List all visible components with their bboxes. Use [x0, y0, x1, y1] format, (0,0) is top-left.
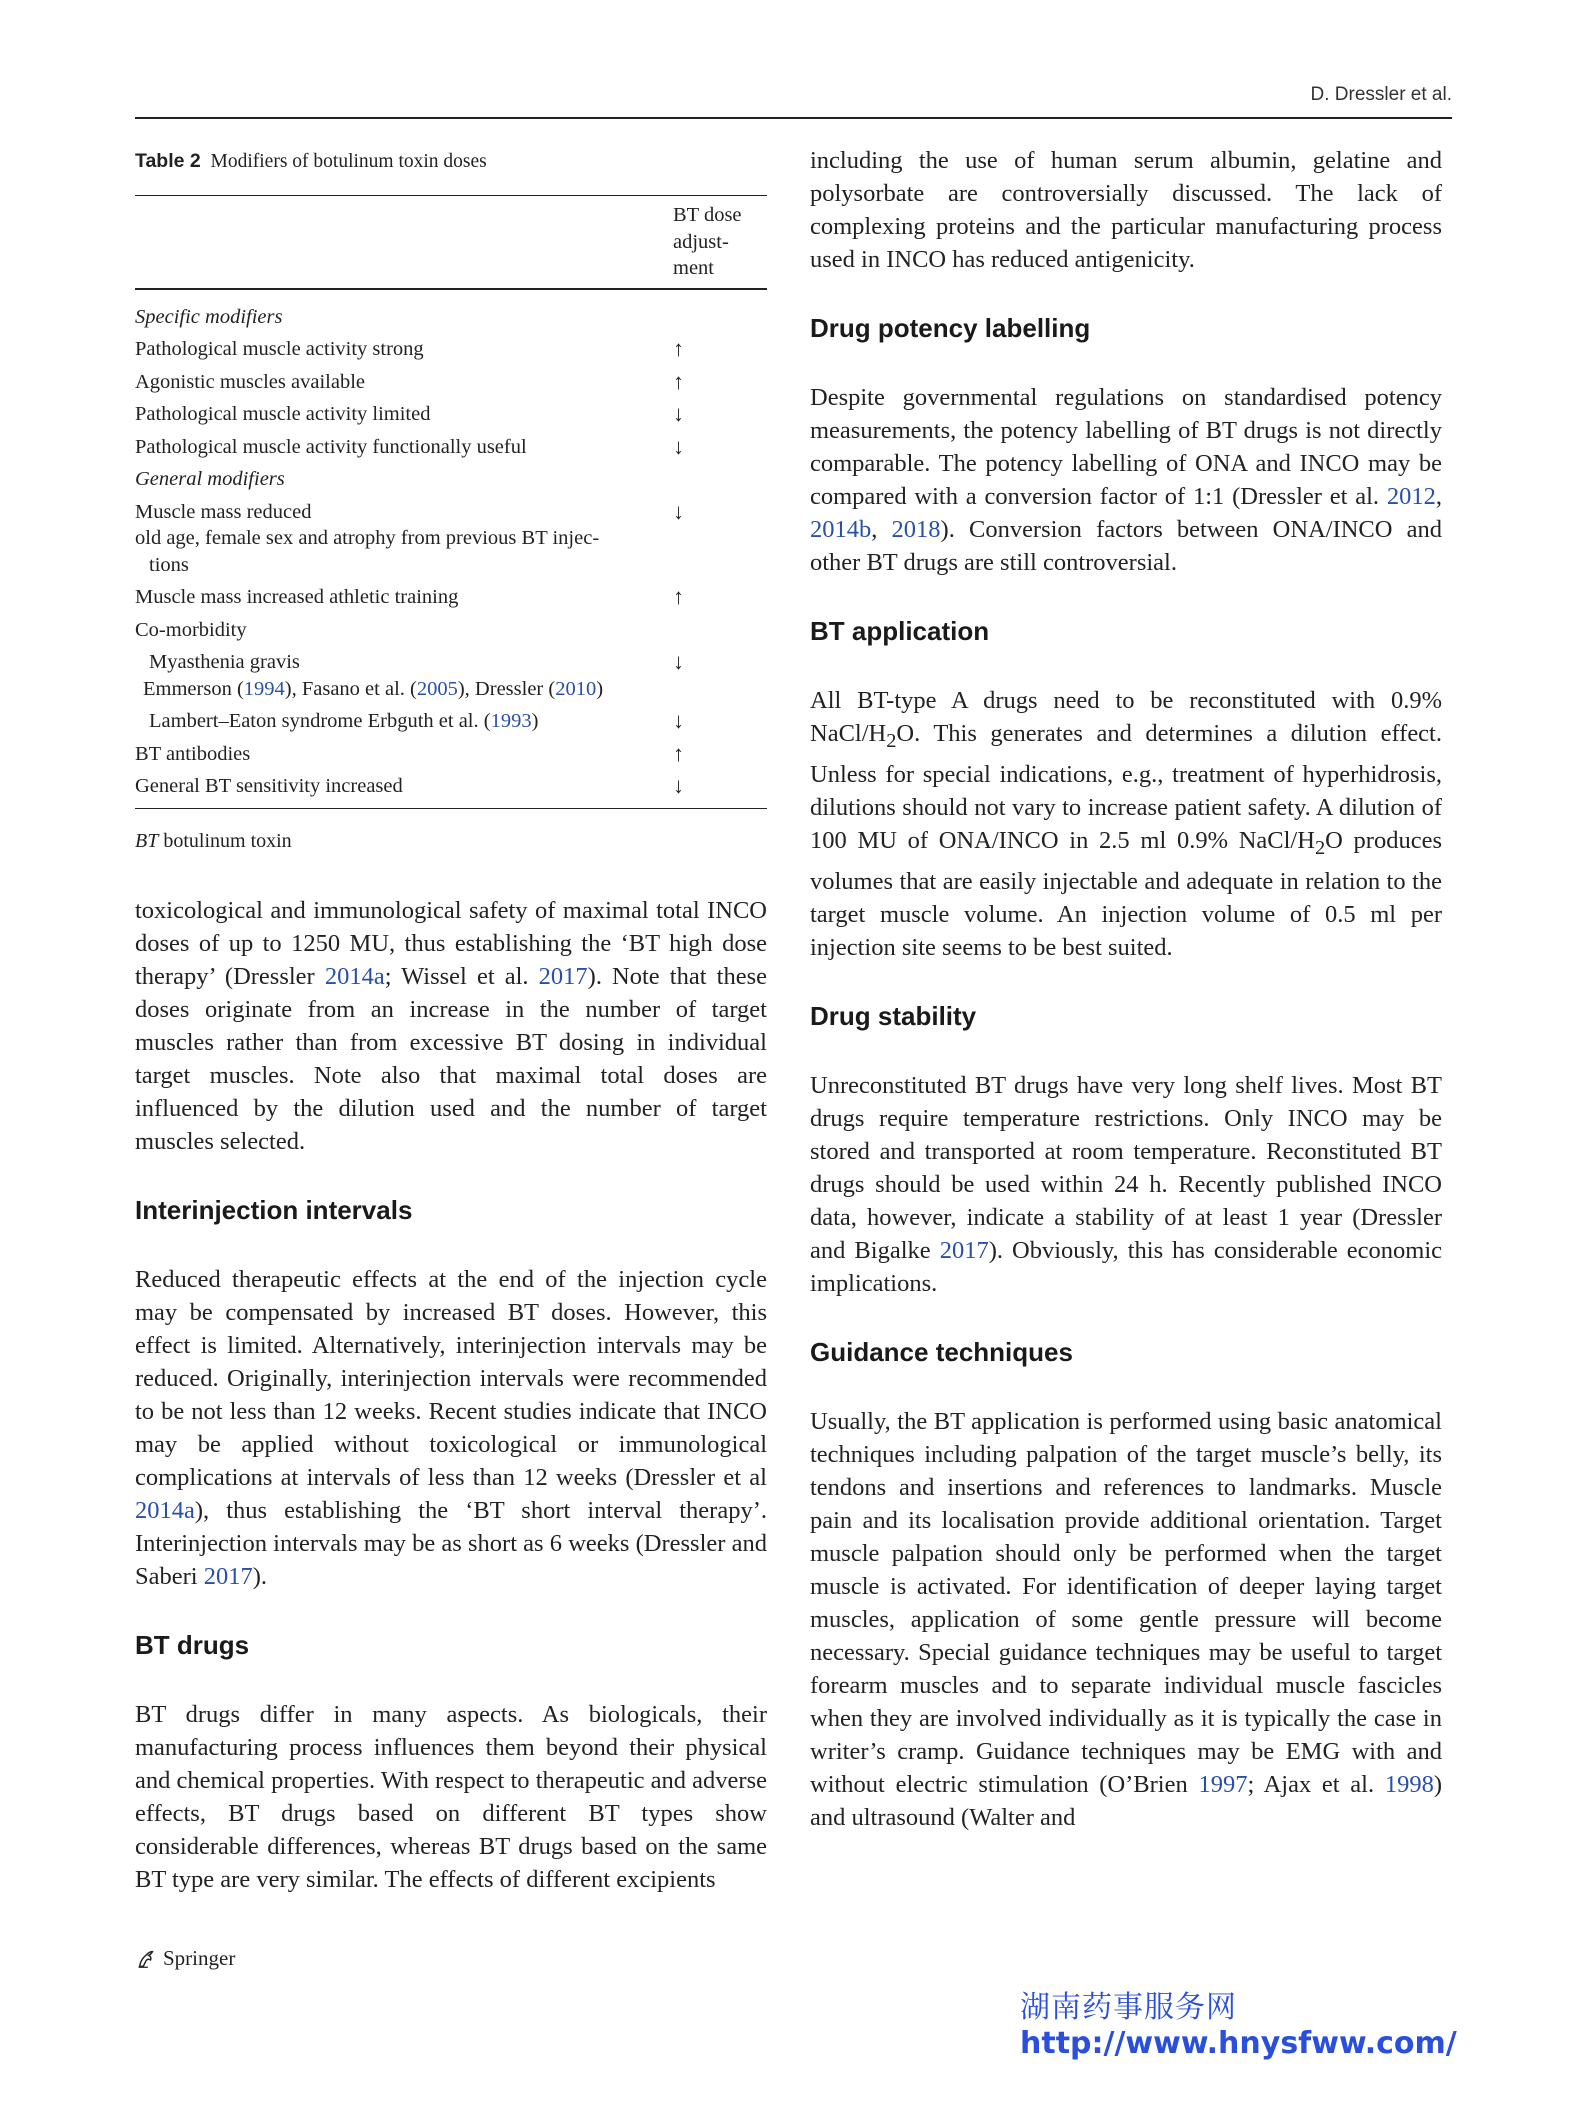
springer-horse-icon: [135, 1948, 157, 1970]
dose-arrow-icon: ↑: [673, 584, 684, 609]
table-row: [135, 738, 767, 771]
citation-link[interactable]: 2014a: [135, 1496, 195, 1524]
table-header-dose: BT dose adjust- ment: [665, 196, 767, 289]
section-heading-interinjection: Interinjection intervals: [135, 1194, 413, 1225]
dose-arrow-icon: ↑: [673, 336, 684, 361]
table-row-label: Myasthenia gravis Emmerson (1994), Fasano et al. (2005), Dressler (2010): [143, 651, 604, 700]
paragraph: Reduced therapeutic effects at the end of the injection cycle may be compensated by increased BT doses. However, this effect is limited. Alternatively, interinjection intervals may be reduced. Originally, interinjection intervals were recommended to be not less than 12 weeks. Recent studies indicate that INCO may be applied without toxicological or immunological complications at intervals of less than 12 weeks (Dressler et al 2014a), thus establishing the ‘BT short interval therapy’. Interinjection intervals may be as short as 6 weeks (Dressler and Saberi 2017).: [135, 1265, 767, 1590]
paragraph: Despite governmental regulations on standardised potency measurements, the potency labelling of BT drugs is not directly comparable. The potency labelling of ONA and INCO may be compared with a conversion factor of 1:1 (Dressler et al. 2012, 2014b, 2018). Conversion factors between ONA/INCO and other BT drugs are still controversial.: [810, 384, 1442, 576]
paragraph: Unreconstituted BT drugs have very long shelf lives. Most BT drugs require temperature restrictions. Only INCO may be stored and transported at room temperature. Reconstituted BT drugs should be used within 24 h. Recently published INCO data, however, indicate a stability of at least 1 year (Dressler and Bigalke 2017). Obviously, this has considerable economic implications.: [810, 1071, 1442, 1297]
running-head: D. Dressler et al.: [1310, 84, 1452, 105]
table-row: [135, 366, 767, 399]
table-row-label: BT antibodies: [135, 742, 251, 765]
dose-arrow-icon: ↑: [673, 740, 684, 766]
citation-link[interactable]: 2017: [939, 1236, 989, 1264]
dose-arrow-icon: ↓: [673, 708, 684, 733]
paragraph: Usually, the BT application is performed using basic anatomical techniques including palpation of the target muscle’s belly, its tendons and insertions and references to landmarks. Muscle pain and its localisation provide additional orientation. Target muscle palpation should only be performed when the target muscle is activated. For identification of deeper laying target muscles, application of some gentle pressure will become necessary. Special guidance techniques may be useful to target forearm muscles and to separate individual muscle fascicles when they are involved individually as it is typically the case in writer’s cramp. Guidance techniques may be EMG with and without electric stimulation (O’Brien 1997; Ajax et al. 1998) and ultrasound (Walter and: [810, 1407, 1442, 1831]
citation-link[interactable]: 2018: [891, 516, 941, 543]
citation-link[interactable]: 2005: [416, 677, 458, 700]
table-row-label: Muscle mass increased athletic training: [135, 586, 459, 608]
table-row-label: Muscle mass reduced old age, female sex and atrophy from previous BT injec- tions: [135, 500, 600, 576]
table-row: [135, 333, 767, 366]
dose-arrow-icon: ↓: [673, 433, 684, 459]
dose-arrow-icon: ↓: [673, 649, 684, 674]
citation-link[interactable]: 2014b: [810, 516, 872, 543]
table-row-label: Lambert–Eaton syndrome Erbguth et al. (1993): [149, 710, 539, 732]
watermark-url[interactable]: http://www.hnysfww.com/: [1020, 2026, 1457, 2061]
citation-link[interactable]: 2012: [1386, 483, 1436, 510]
table-section-label: Specific modifiers: [135, 305, 283, 328]
citation-link[interactable]: 2010: [555, 677, 597, 700]
table-row-label: Pathological muscle activity strong: [135, 338, 424, 360]
table-row-label: Pathological muscle activity limited: [135, 403, 431, 425]
citation-link[interactable]: 2017: [538, 962, 588, 990]
citation-link[interactable]: 1994: [243, 677, 285, 700]
table-row-label: Agonistic muscles available: [135, 370, 365, 393]
paragraph: toxicological and immunological safety of maximal total INCO doses of up to 1250 MU, thus establishing the ‘BT high dose therapy’ (Dressler 2014a; Wissel et al. 2017). Note that these doses originate from an increase in the number of target muscles rather than from excessive BT dosing in individual target muscles. Note also that maximal total doses are influenced by the dilution used and the number of target muscles selected.: [135, 896, 767, 1155]
table-row: [135, 431, 767, 464]
header-rule: [135, 117, 1452, 119]
table-row: [135, 581, 767, 614]
table-row-label: Co-morbidity: [135, 618, 247, 641]
table-footnote: BT botulinum toxin: [135, 829, 292, 852]
citation-link[interactable]: 2017: [203, 1562, 253, 1590]
paragraph: BT drugs differ in many aspects. As biologicals, their manufacturing process influences them beyond their physical and chemical properties. With respect to therapeutic and adverse effects, BT drugs based on different BT types show considerable differences, whereas BT drugs based on the same BT type are very similar. The effects of different excipients: [135, 1700, 767, 1893]
dose-arrow-icon: ↓: [665, 770, 767, 808]
citation-link[interactable]: 1993: [490, 710, 532, 732]
table-header-blank: [135, 196, 665, 289]
table-caption-label: Table 2: [135, 150, 201, 172]
citation-link[interactable]: 1998: [1384, 1770, 1434, 1798]
section-heading-stability: Drug stability: [810, 1000, 977, 1031]
table-caption-text: Modifiers of botulinum toxin doses: [210, 151, 487, 172]
table-caption: [135, 148, 767, 175]
table-row: [135, 646, 767, 705]
table-row-label: General BT sensitivity increased: [135, 770, 665, 808]
dose-arrow-icon: ↑: [673, 368, 684, 394]
section-heading-bt-drugs: BT drugs: [135, 1629, 250, 1660]
right-column: [810, 144, 1442, 1834]
table-row: [135, 705, 767, 738]
publisher-name: Springer: [163, 1946, 236, 1970]
section-heading-application: BT application: [810, 616, 990, 646]
publisher-footer: [135, 1946, 235, 1971]
dose-arrow-icon: ↓: [673, 401, 684, 426]
table-row-label: Pathological muscle activity functionally useful: [135, 435, 527, 458]
dose-arrow-icon: ↓: [673, 498, 684, 524]
site-watermark: [1020, 1990, 1457, 2062]
table-row: [135, 770, 767, 808]
citation-link[interactable]: 2014a: [324, 962, 385, 990]
watermark-site-name: 湖南药事服务网: [1020, 1990, 1237, 2025]
section-heading-guidance: Guidance techniques: [810, 1336, 1073, 1367]
modifiers-table: [135, 195, 767, 809]
table-row: [135, 398, 767, 431]
table-row: [135, 496, 767, 582]
left-column: [135, 144, 767, 1896]
table-row: [135, 463, 767, 496]
paragraph: including the use of human serum albumin, gelatine and polysorbate are controversially discussed. The lack of complexing proteins and the particular manufacturing process used in INCO has reduced antigenicity.: [810, 147, 1442, 273]
table-row: [135, 289, 767, 334]
paragraph: All BT-type A drugs need to be reconstituted with 0.9% NaCl/$H_2O$. This generates and determines a dilution effect. Unless for special indications, e.g., treatment of hyperhidrosis, dilutions should not vary to increase patient safety. A dilution of 100 MU of ONA/INCO in 2.5 ml 0.9% NaCl/$H_2O$ produces volumes that are easily injectable and adequate in relation to the target muscle volume. An injection volume of 0.5 ml per injection site seems to be best suited.: [810, 687, 1442, 961]
section-heading-potency: Drug potency labelling: [810, 313, 1091, 343]
table-row: [135, 614, 767, 647]
table-section-label: General modifiers: [135, 468, 285, 490]
citation-link[interactable]: 1997: [1198, 1770, 1248, 1798]
